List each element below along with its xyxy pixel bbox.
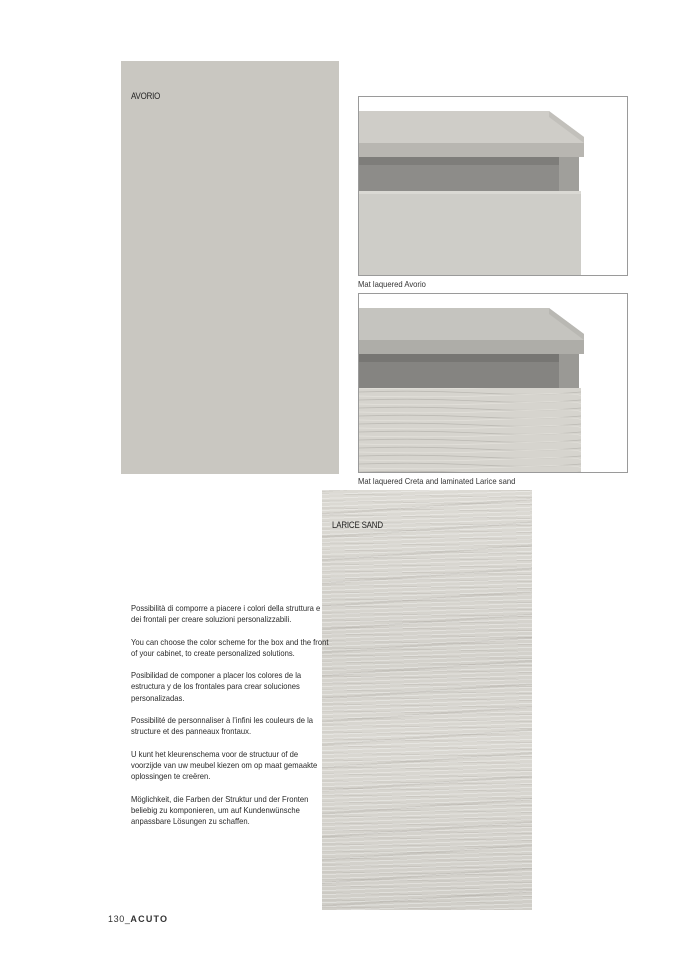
description-german: Möglichkeit, die Farben der Struktur und der Fronten beliebig zu komponieren, um auf Kundenwünsche anpassbare Lösungen zu schaffen.	[131, 793, 309, 827]
avorio-label: AVORIO	[131, 91, 161, 101]
description-dutch: U kunt het kleurenschema voor de structuur of de voorzijde van uw meubel kiezen om op maat gemaakte oplossingen te creëren.	[131, 748, 318, 782]
description-english: You can choose the color scheme for the box and the front of your cabinet, to create personalized solutions.	[131, 636, 329, 658]
larice-sand-label: LARICE SAND	[332, 520, 383, 530]
description-italian: Possibilità di comporre a piacere i colori della struttura e dei frontali per creare soluzioni personalizzabili.	[131, 603, 321, 625]
creta-larice-cabinet-illustration	[359, 294, 628, 473]
avorio-swatch	[121, 61, 339, 474]
multilingual-description	[131, 603, 331, 838]
description-french: Possibilité de personnaliser à l’infini les couleurs de la structure et des panneaux frontaux.	[131, 715, 314, 737]
avorio-cabinet-photo	[358, 96, 628, 276]
page-folio	[108, 914, 168, 924]
description-spanish: Posibilidad de componer a placer los colores de la estructura y de los frontales para crear soluciones personalizadas.	[131, 670, 302, 703]
brand-name: ACUTO	[130, 914, 169, 924]
avorio-cabinet-illustration	[359, 97, 628, 276]
page-number: 130_	[108, 914, 131, 924]
photo-caption-creta-larice: Mat laquered Creta and laminated Larice sand	[358, 476, 516, 486]
photo-caption-avorio: Mat laquered Avorio	[358, 279, 426, 289]
larice-sand-swatch	[322, 490, 532, 910]
creta-larice-cabinet-photo	[358, 293, 628, 473]
